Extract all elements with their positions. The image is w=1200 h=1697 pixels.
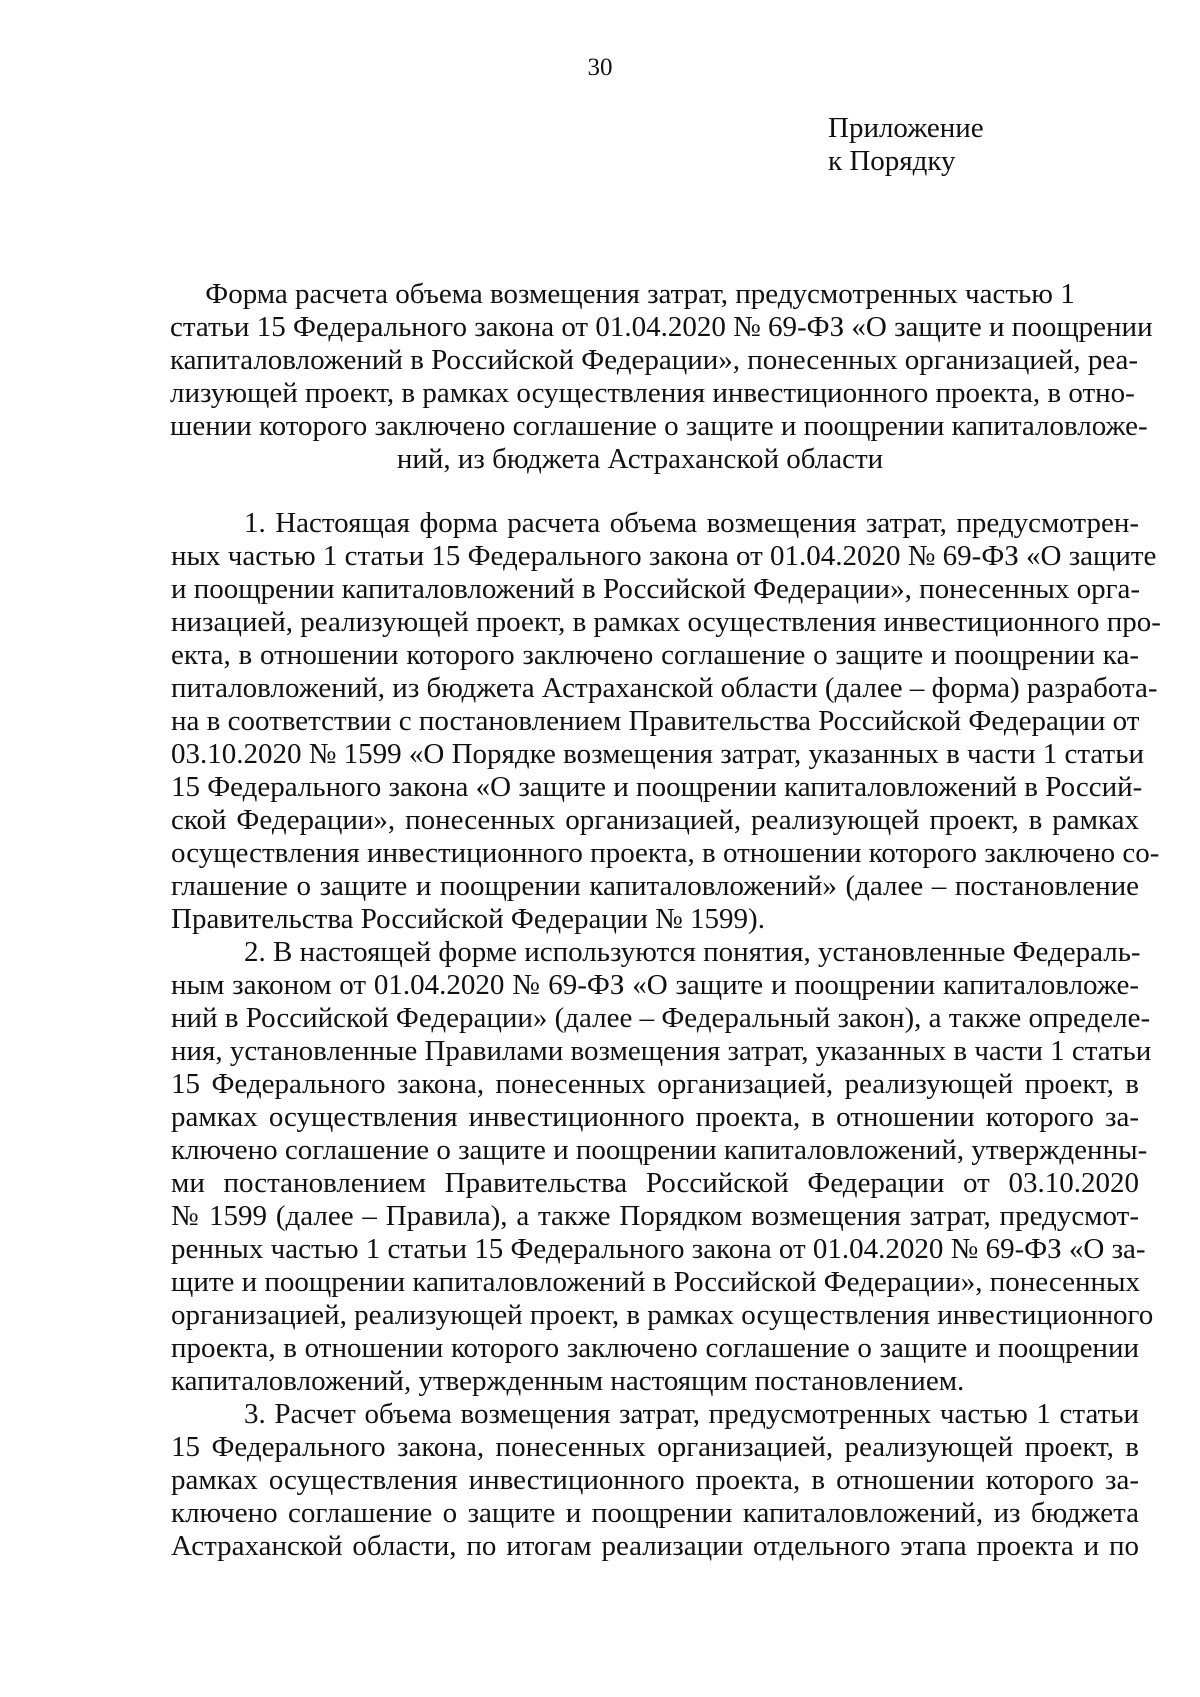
paragraph-line: ми постановлением Правительства Российской Федерации от 03.10.2020 [171, 1167, 1139, 1199]
paragraph-line: ключено соглашение о защите и поощрении капиталовложений, из бюджета [171, 1497, 1139, 1529]
paragraph-line: Правительства Российской Федерации № 1599). [171, 903, 765, 935]
paragraph-line: рамках осуществления инвестиционного проекта, в отношении которого за- [171, 1464, 1139, 1496]
paragraph-line: ний в Российской Федерации» (далее – Федеральный закон), а также определе- [171, 1002, 1151, 1034]
paragraph-line: 15 Федерального закона, понесенных организацией, реализующей проект, в [171, 1431, 1139, 1463]
title-line: ний, из бюджета Астраханской области [396, 443, 884, 475]
paragraph-line: осуществления инвестиционного проекта, в отношении которого заключено со- [171, 837, 1160, 869]
paragraph-line: и поощрении капиталовложений в Российской Федерации», понесенных орга- [171, 573, 1140, 605]
paragraph-line: ской Федерации», понесенных организацией, реализующей проект, в рамках [171, 804, 1139, 836]
document-title [170, 278, 1153, 476]
appendix-line: к Порядку [828, 145, 956, 177]
paragraph-line: на в соответствии с постановлением Правительства Российской Федерации от [171, 705, 1140, 737]
paragraph-2 [171, 936, 1154, 1398]
paragraph-line: питаловложений, из бюджета Астраханской области (далее – форма) разработа- [171, 672, 1158, 704]
paragraph-line: 2. В настоящей форме используются понятия, установленные Федераль- [244, 936, 1141, 968]
paragraph-line: ключено соглашение о защите и поощрении капиталовложений, утвержденны- [171, 1134, 1148, 1166]
paragraph-line: глашение о защите и поощрении капиталовложений» (далее – постановление [171, 870, 1139, 902]
paragraph-line: капиталовложений, утвержденным настоящим постановлением. [171, 1365, 965, 1397]
page-number: 30 [587, 54, 613, 81]
paragraph-line: Астраханской области, по итогам реализации отдельного этапа проекта и по [171, 1530, 1139, 1562]
title-line: Форма расчета объема возмещения затрат, предусмотренных частью 1 [205, 278, 1075, 310]
paragraph-line: 15 Федерального закона «О защите и поощрении капиталовложений в Россий- [171, 771, 1143, 803]
paragraph-line: ния, установленные Правилами возмещения затрат, указанных в части 1 статьи [171, 1035, 1152, 1067]
paragraph-line: 1. Настоящая форма расчета объема возмещения затрат, предусмотрен- [244, 507, 1139, 539]
document-body [171, 507, 1161, 1563]
paragraph-line: ным законом от 01.04.2020 № 69-ФЗ «О защите и поощрении капиталовложе- [171, 969, 1139, 1001]
paragraph-line: организацией, реализующей проект, в рамках осуществления инвестиционного [171, 1299, 1154, 1331]
paragraph-line: рамках осуществления инвестиционного проекта, в отношении которого за- [171, 1101, 1139, 1133]
paragraph-line: екта, в отношении которого заключено соглашение о защите и поощрении ка- [171, 639, 1139, 671]
paragraph-line: 03.10.2020 № 1599 «О Порядке возмещения затрат, указанных в части 1 статьи [171, 738, 1144, 770]
paragraph-line: № 1599 (далее – Правила), а также Порядком возмещения затрат, предусмот- [171, 1200, 1139, 1232]
paragraph-line: 3. Расчет объема возмещения затрат, предусмотренных частью 1 статьи [244, 1398, 1139, 1430]
paragraph-line: щите и поощрении капиталовложений в Российской Федерации», понесенных [171, 1266, 1140, 1298]
title-line: капиталовложений в Российской Федерации», понесенных организацией, реа- [170, 344, 1139, 376]
paragraph-line: ных частью 1 статьи 15 Федерального закона от 01.04.2020 № 69-ФЗ «О защите [171, 540, 1157, 572]
appendix-line: Приложение [828, 112, 984, 144]
paragraph-line: проекта, в отношении которого заключено соглашение о защите и поощрении [171, 1332, 1139, 1364]
title-line: шении которого заключено соглашение о защите и поощрении капиталовложе- [170, 410, 1148, 442]
paragraph-line: низацией, реализующей проект, в рамках осуществления инвестиционного про- [171, 606, 1161, 638]
paragraph-1 [171, 507, 1161, 936]
appendix-note [828, 112, 984, 178]
paragraph-line: ренных частью 1 статьи 15 Федерального закона от 01.04.2020 № 69-ФЗ «О за- [171, 1233, 1146, 1265]
paragraph-line: 15 Федерального закона, понесенных организацией, реализующей проект, в [171, 1068, 1139, 1100]
title-line: статьи 15 Федерального закона от 01.04.2020 № 69-ФЗ «О защите и поощрении [170, 311, 1153, 343]
title-line: лизующей проект, в рамках осуществления инвестиционного проекта, в отно- [170, 377, 1135, 409]
paragraph-3 [171, 1398, 1139, 1563]
